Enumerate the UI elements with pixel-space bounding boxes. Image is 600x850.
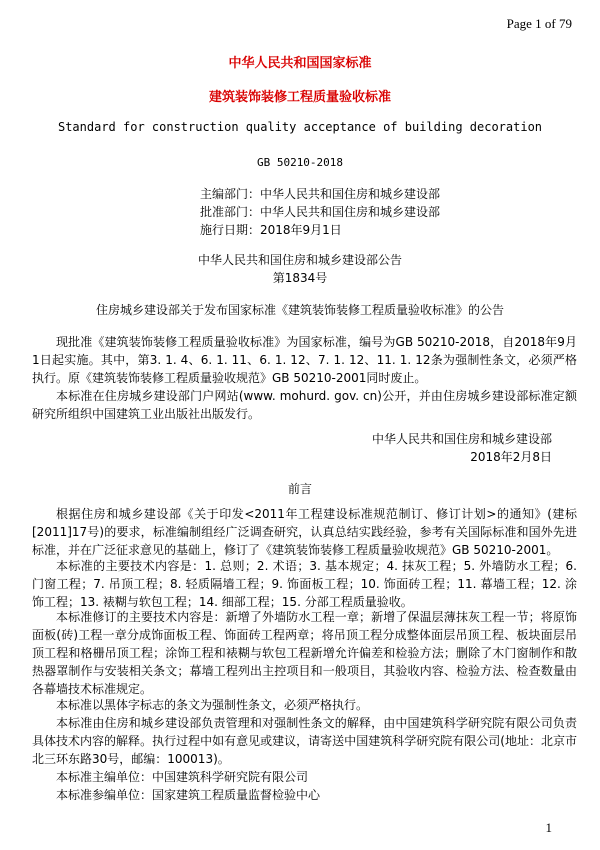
preface-paragraph-4: 本标准以黑体字标志的条文为强制性条文，必须严格执行。 [56, 698, 369, 712]
page-number: 1 [545, 820, 552, 835]
standard-title: 建筑装饰装修工程质量验收标准 [208, 90, 391, 105]
preface-paragraph-2: 本标准的主要技术内容是：1. 总则；2. 术语；3. 基本规定；4. 抹灰工程；5. 外墙防水工程；6. 门窗工程；7. 吊顶工程；8. 轻质隔墙工程；9. 饰面板工程；10. 饰面砖工程；11. 幕墙工程；12. 涂饰工程；13. 裱糊与软包工程；14. 细部工程；15. 分部工程质量验收。 [32, 559, 577, 609]
national-standard-heading: 中华人民共和国国家标准 [228, 56, 372, 71]
standard-meta [200, 185, 440, 239]
announcement-subject: 住房城乡建设部关于发布国家标准《建筑装饰装修工程质量验收标准》的公告 [95, 303, 504, 317]
english-title: Standard for construction quality acceptance of building decoration [57, 120, 543, 134]
announcement-number: 第1834号 [272, 271, 328, 285]
announcement-paragraph-1: 现批准《建筑装饰装修工程质量验收标准》为国家标准，编号为GB 50210-2018，自2018年9月1日起实施。其中，第3. 1. 4、6. 1. 11、6. 1. 12、7. 1. 12、11. 1. 12条为强制性条文，必须严格执行。原《建筑装饰装修工程质量验收规范》GB 50210-2001同时废止。 [32, 335, 577, 385]
signer: 中华人民共和国住房和城乡建设部 [371, 432, 552, 446]
approval-department: 批准部门：中华人民共和国住房和城乡建设部 [200, 205, 441, 219]
standard-code: GB 50210-2018 [256, 156, 344, 169]
preface-paragraph-3: 本标准修订的主要技术内容是：新增了外墙防水工程一章；新增了保温层薄抹灰工程一节；将原饰面板(砖)工程一章分成饰面板工程、饰面砖工程两章；将吊顶工程分成整体面层吊顶工程、板块面层吊顶工程和格栅吊顶工程；涂饰工程和裱糊与软包工程新增允许偏差和检验方法；删除了木门窗制作和散热器罩制作与安装相关条文；幕墙工程列出主控项目和一般项目，其验收内容、检验方法、检查数量由各幕墙技术标准规定。 [32, 610, 577, 696]
editor-department: 主编部门：中华人民共和国住房和城乡建设部 [200, 187, 441, 201]
chief-editor-unit: 本标准主编单位：中国建筑科学研究院有限公司 [56, 770, 309, 784]
participating-unit: 本标准参编单位：国家建筑工程质量监督检验中心 [56, 788, 321, 802]
announcement-signature [372, 430, 552, 466]
effective-date: 施行日期：2018年9月1日 [200, 223, 342, 237]
announcement-paragraph-2: 本标准在住房城乡建设部门户网站(www. mohurd. gov. cn)公开，并由住房城乡建设部标准定额研究所组织中国建筑工业出版社出版发行。 [32, 389, 577, 421]
page-indicator: Page 1 of 79 [506, 16, 572, 31]
announcement-title: 中华人民共和国住房和城乡建设部公告 [197, 253, 402, 267]
preface-paragraph-1: 根据住房和城乡建设部《关于印发<2011年工程建设标准规范制订、修订计划>的通知》(建标[2011]17号)的要求，标准编制组经广泛调查研究，认真总结实践经验，参考有关国际标准和国外先进标准，并在广泛征求意见的基础上，修订了《建筑装饰装修工程质量验收规范》GB 50210-2001。 [32, 507, 577, 557]
announcement-date: 2018年2月8日 [470, 450, 552, 464]
preface-paragraph-5: 本标准由住房和城乡建设部负责管理和对强制性条文的解释，由中国建筑科学研究院有限公司负责具体技术内容的解释。执行过程中如有意见或建议，请寄送中国建筑科学研究院有限公司(地址：北京市北三环东路30号，邮编：100013)。 [32, 716, 577, 766]
preface-heading: 前言 [287, 482, 312, 496]
